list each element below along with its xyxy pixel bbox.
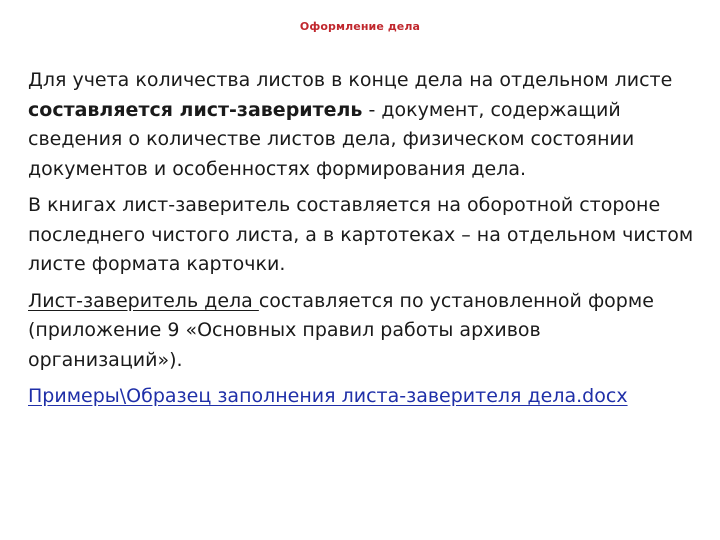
slide-title: Оформление дела (299, 20, 421, 33)
paragraph-1-bold-term: составляется лист-заверитель (28, 98, 363, 121)
paragraph-3-underlined-term: Лист-заверитель дела (28, 289, 259, 312)
paragraph-3-text: составляется по установленной форме (приложение 9 «Основных правил работы архивов организаций»). (28, 289, 654, 371)
example-document-link[interactable]: Примеры\Образец заполнения листа-заверителя дела.docx (28, 385, 628, 407)
slide-body (28, 66, 700, 412)
paragraph-1 (28, 66, 700, 184)
paragraph-1-text-end: - документ, содержащий сведения о количестве листов дела, физическом состоянии документов и особенностях формирования дела. (28, 98, 635, 180)
paragraph-1-text-start: Для учета количества листов в конце дела на отдельном листе (28, 69, 673, 91)
paragraph-2: В книгах лист-заверитель составляется на оборотной стороне последнего чистого листа, а в картотеках – на отдельном чистом листе формата карточки. (28, 194, 694, 275)
paragraph-4 (28, 382, 700, 412)
paragraph-3 (28, 287, 700, 376)
